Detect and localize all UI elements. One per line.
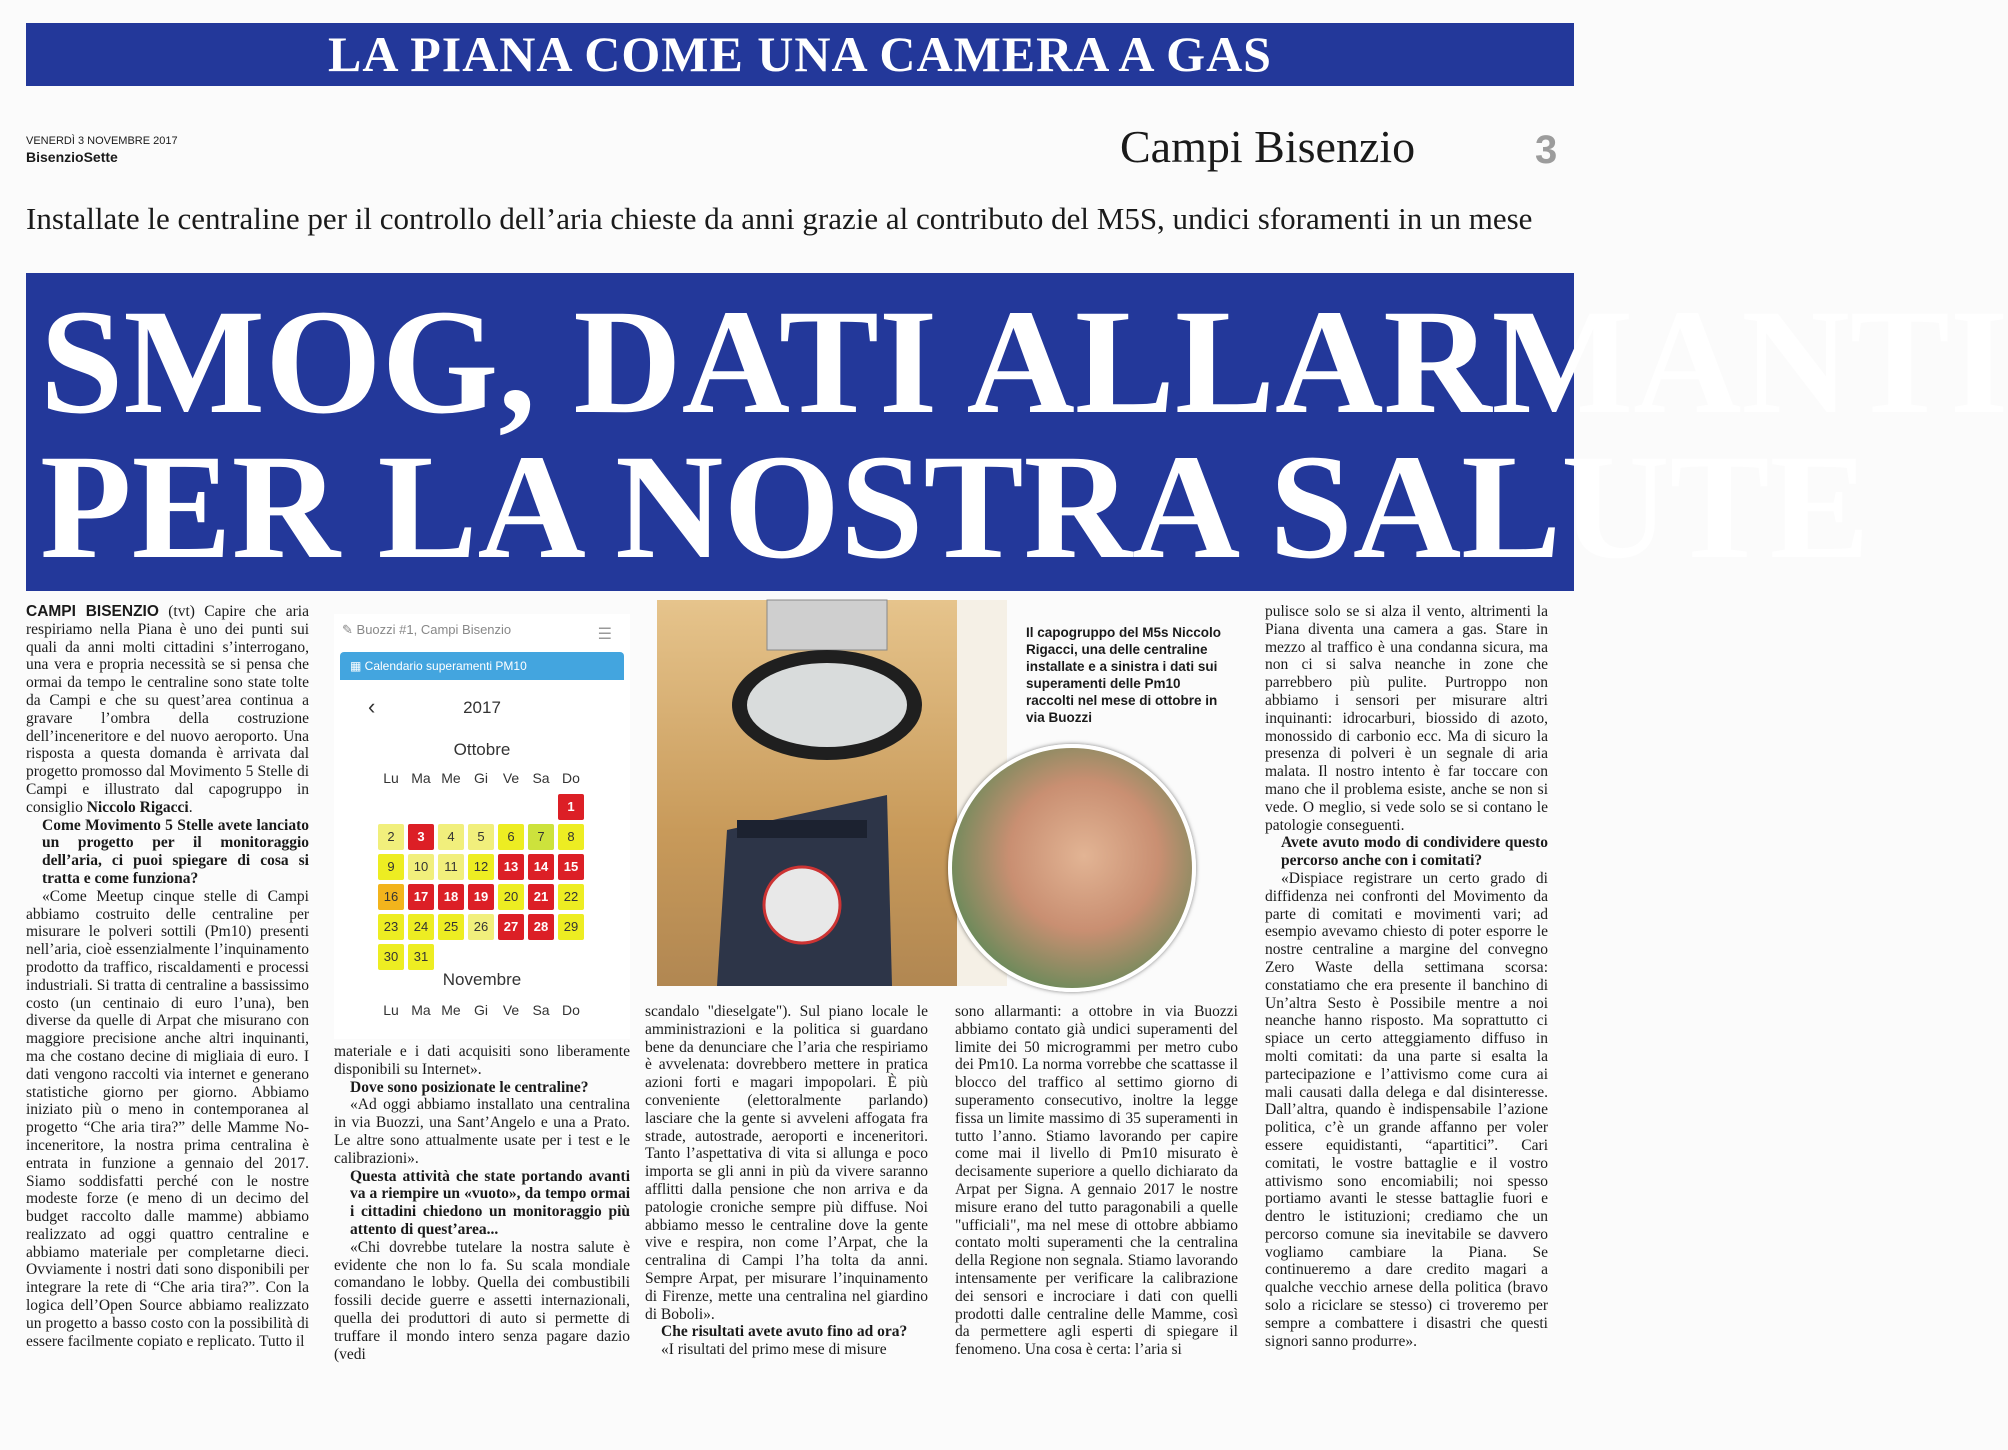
weekday-label: Ve	[502, 770, 520, 786]
calendar-empty-cell	[466, 792, 496, 822]
calendar-day[interactable]: 4	[438, 824, 464, 850]
weekday-label: Gi	[474, 770, 488, 786]
weekday-label: Ma	[411, 1002, 431, 1018]
weekday-label: Do	[562, 1002, 580, 1018]
paragraph: CAMPI BISENZIO (tvt) Capire che aria respiriamo nella Piana è uno dei punti sui quali da anni molti cittadini s’interrogano, una vera e propria necessità se si pensa che ormai da tempo le centraline sono state tolte da Campi e che su quest’area continua a gravare l’ombra della costruzione dell’inceneritore e del nuovo aeroporto. Una risposta a questa domanda è arrivata dal progetto promosso dal Movimento 5 Stelle di Campi e illustrato dal capogruppo in consiglio Niccolo Rigacci.	[26, 603, 309, 816]
calendar-day[interactable]: 19	[468, 884, 494, 910]
weekday-label: Gi	[474, 1002, 488, 1018]
weekday-row-october	[376, 770, 596, 786]
interview-answer: «Come Meetup cinque stelle di Campi abbiamo costruito delle centraline per misurare le polveri sottili (Pm10) presenti nell’aria, cioè essenzialmente l’inquinamento prodotto da traffico, riscaldamenti e processi industriali. Si tratta di centraline a bassissimo costo (un centinaio di euro l’una), ben diverse da quelle di Arpat che misurano con maggiore precisione anche altri inquinanti, ma che costano decine di migliaia di euro. I dati vengono raccolti via internet e generano statistiche giorno per giorno. Abbiamo iniziato più o meno in contemporanea al progetto “Che aria tira?” delle Mamme No-inceneritore, la nostra prima centralina è entrata in funzione a gennaio del 2017. Siamo soddisfatti perché con le nostre modeste forze (e meno di un decimo del budget raccolto dalle mamme) abbiamo realizzato ad oggi quattro centraline e abbiamo materiale per completarne dieci. Ovviamente i nostri dati sono disponibili per integrare la rete di “Che aria tira?”. Con la logica dell’Open Source abbiamo realizzato un progetto a basso costo con la possibilità di essere facilmente copiato e replicato. Tutto il	[26, 887, 309, 1350]
calendar-day[interactable]: 22	[558, 884, 584, 910]
calendar-empty-cell	[406, 792, 436, 822]
portrait-photo	[948, 744, 1196, 992]
subheadline: Installate le centraline per il controllo dell’aria chieste da anni grazie al contributo del M5S, undici sforamenti in un mese	[26, 201, 1533, 236]
calendar-header	[340, 652, 624, 680]
calendar-day[interactable]: 5	[468, 824, 494, 850]
paragraph: sono allarmanti: a ottobre in via Buozzi abbiamo contato già undici superamenti del limite dei 50 microgrammi per metro cubo dei Pm10. La norma vorrebbe che scattasse il blocco del traffico al settimo giorno di superamento consecutivo, inoltre la legge fissa un limite massimo di 35 superamenti in tutto l’anno. Stiamo lavorando per capire come mai il livello di Pm10 misurato è decisamente superiore a quello dichiarato da Arpat per Signa. A gennaio 2017 le nostre misure erano del tutto paragonabili a quelle "ufficiali", ma nel mese di ottobre abbiamo contato molti superamenti che la centralina della Regione non segnala. Stiamo lavorando intensamente per verificare la calibrazione dei sensori e incrociare i dati con quelli prodotti dalle centraline delle Mamme, così da permettere agli esperti di spiegare il fenomeno. Una cosa è certa: l’aria si	[955, 1003, 1238, 1359]
calendar-empty-cell	[526, 792, 556, 822]
hamburger-menu-icon[interactable]: ☰	[597, 626, 612, 643]
top-banner: LA PIANA COME UNA CAMERA A GAS	[26, 23, 1574, 86]
centralina-photo	[657, 600, 1007, 986]
calendar-day[interactable]: 14	[528, 854, 554, 880]
calendar-location-bar	[342, 622, 622, 643]
interview-question: Che risultati avete avuto fino ad ora?	[661, 1323, 908, 1341]
page-number: 3	[1535, 128, 1558, 172]
calendar-day[interactable]: 27	[498, 914, 524, 940]
weekday-label: Sa	[532, 1002, 550, 1018]
headline-line-1: SMOG, DATI ALLARMANTI	[40, 279, 2008, 445]
calendar-day[interactable]: 6	[498, 824, 524, 850]
calendar-day[interactable]: 23	[378, 914, 404, 940]
calendar-day[interactable]: 13	[498, 854, 524, 880]
interview-question: Questa attività che state portando avanti va a riempire un «vuoto», da tempo ormai i cittadini chiedono un monitoraggio più attento di quest’area...	[350, 1167, 630, 1238]
calendar-day[interactable]: 29	[558, 914, 584, 940]
article-column-3	[645, 1003, 928, 1423]
calendar-day[interactable]: 3	[408, 824, 434, 850]
calendar-day[interactable]: 8	[558, 824, 584, 850]
calendar-day[interactable]: 10	[408, 854, 434, 880]
calendar-day[interactable]: 28	[528, 914, 554, 940]
paragraph: materiale e i dati acquisiti sono liberamente disponibili su Internet».	[334, 1043, 630, 1078]
calendar-location: Buozzi #1, Campi Bisenzio	[356, 622, 512, 637]
calendar-month-october: Ottobre	[453, 740, 511, 759]
calendar-empty-cell	[496, 792, 526, 822]
calendar-day[interactable]: 31	[408, 944, 434, 970]
publication-name: BisenzioSette	[26, 149, 118, 165]
article-column-2	[334, 1043, 630, 1423]
calendar-day[interactable]: 9	[378, 854, 404, 880]
weekday-label: Me	[441, 770, 461, 786]
chevron-left-icon[interactable]: ‹	[368, 694, 376, 719]
calendar-day[interactable]: 15	[558, 854, 584, 880]
paragraph: pulisce solo se si alza il vento, altrimenti la Piana diventa una camera a gas. Stare in mezzo al traffico è una condanna sicura, ma non ci si salva neanche in zone che parrebbero più pulite. Purtroppo non abbiamo i sensori per misurare altri inquinanti: idrocarburi, biossido di azoto, monossido di carbonio ecc. Ma di sicuro la presenza di polveri è un segnale di aria malata. Il nostro intento è far toccare con mano che il problema esiste, anche se non si vede. O meglio, si vede solo se si contano le patologie conseguenti.	[1265, 603, 1548, 834]
calendar-empty-cell	[436, 792, 466, 822]
weekday-label: Lu	[383, 1002, 399, 1018]
pm10-calendar-screenshot	[334, 614, 630, 1039]
calendar-day[interactable]: 11	[438, 854, 464, 880]
weekday-label: Ve	[502, 1002, 520, 1018]
dateline: CAMPI BISENZIO	[26, 603, 159, 620]
person-name: Niccolo Rigacci	[86, 798, 189, 816]
calendar-days-grid	[376, 792, 596, 972]
calendar-day[interactable]: 30	[378, 944, 404, 970]
calendar-icon: ▦	[350, 659, 365, 673]
weekday-label: Lu	[383, 770, 399, 786]
weekday-row-november	[376, 1002, 596, 1018]
calendar-day[interactable]: 20	[498, 884, 524, 910]
interview-answer: «I risultati del primo mese di misure	[661, 1341, 887, 1359]
calendar-empty-cell	[376, 792, 406, 822]
interview-answer: «Dispiace registrare un certo grado di diffidenza nei confronti del Movimento da parte di comitati e movimenti vari; ad esempio avevamo chiesto di poter esporre le nostre centraline a margine del convegno Zero Waste della settimana scorsa: constatiamo che era presente il banchino di Un’altra Sesto è Possibile mentre a noi neanche hanno risposto. Ma soprattutto ci spiace un certo atteggiamento diffuso in molti comitati: da una parte si esalta la partecipazione e l’attivismo come cura ai mali causati dalla delega e dal disinteresse. Dall’altra, quando è indispensabile l’azione politica, c’è un grande affanno per voler essere equidistanti, “apartitici”. Cari comitati, le vostre battaglie e il vostro attivismo sono encomiabili; noi spesso portiamo avanti le stesse battaglie fuori e dentro le istituzioni; crediamo che un percorso comune sia inevitabile se davvero vogliamo cambiare la Piana. Se continueremo a dare credito magari a qualche vecchio arnese della politica (bravo solo a riciclare se stesso) ci troveremo per sempre a combattere i disastri che questi signori sanno produrre».	[1265, 869, 1548, 1350]
calendar-day[interactable]: 12	[468, 854, 494, 880]
interview-answer: «Ad oggi abbiamo installato una centralina in via Buozzi, una Sant’Angelo e una a Prato. Le altre sono attualmente usate per i test e le calibrazioni».	[334, 1096, 630, 1167]
headline-line-2: PER LA NOSTRA SALUTE	[40, 424, 1870, 590]
centralina-illustration	[657, 600, 1007, 986]
calendar-day[interactable]: 18	[438, 884, 464, 910]
calendar-day[interactable]: 17	[408, 884, 434, 910]
date-line: VENERDÌ 3 NOVEMBRE 2017	[26, 135, 178, 147]
calendar-day[interactable]: 24	[408, 914, 434, 940]
weekday-label: Do	[562, 770, 580, 786]
weekday-label: Sa	[532, 770, 550, 786]
article-column-1	[26, 603, 309, 1423]
weekday-label: Ma	[411, 770, 431, 786]
interview-question: Avete avuto modo di condividere questo percorso anche con i comitati?	[1281, 834, 1548, 870]
article-column-4	[955, 1003, 1238, 1423]
section-title: Campi Bisenzio	[1120, 121, 1416, 172]
calendar-year: 2017	[463, 698, 501, 717]
calendar-day[interactable]: 26	[468, 914, 494, 940]
article-column-5	[1265, 603, 1548, 1423]
calendar-day[interactable]: 16	[378, 884, 404, 910]
calendar-day[interactable]: 2	[378, 824, 404, 850]
location-icon: ✎	[342, 622, 353, 637]
interview-answer: «Chi dovrebbe tutelare la nostra salute è evidente che non lo fa. Su scala mondiale comandano le lobby. Quella dei combustibili fossili decide guerre e assetti internazionali, quella dei produttori di auto si permette di truffare il mondo intero senza pagare dazio (vedi	[334, 1238, 630, 1363]
calendar-day[interactable]: 1	[558, 794, 584, 820]
interview-question: Come Movimento 5 Stelle avete lanciato un progetto per il monitoraggio dell’aria, ci puoi spiegare di cosa si tratta e come funziona?	[42, 816, 309, 887]
calendar-month-november: Novembre	[442, 970, 522, 989]
photo-caption: Il capogruppo del M5s Niccolo Rigacci, una delle centraline installate e a sinistra i dati sui superamenti delle Pm10 raccolti nel mese di ottobre in via Buozzi	[1026, 625, 1222, 725]
weekday-label: Me	[441, 1002, 461, 1018]
calendar-day[interactable]: 25	[438, 914, 464, 940]
paragraph: scandalo "dieselgate"). Sul piano locale le amministrazioni e la politica si guardano bene da denunciare che l’aria che respiriamo è avvelenata: dovrebbero mettere in pratica azioni forti e magari impopolari. È più conveniente (elettoralmente parlando) lasciare che la gente si avveleni affogata fra strade, autostrade, aeroporti e inceneritori. Tanto l’aspettativa di vita si allunga e poco importa se gli anni in più da vivere saranno afflitti dalla pensione che non arriva e da patologie croniche sempre più diffuse. Noi abbiamo messo le centraline dove la gente vive e respira, non come l’Arpat, che la centralina di Campi l’ha tolta da anni. Sempre Arpat, per misurare l’inquinamento di Firenze, mette una centralina nel giardino di Boboli».	[645, 1003, 928, 1323]
calendar-header-label: Calendario superamenti PM10	[364, 659, 527, 673]
calendar-day[interactable]: 21	[528, 884, 554, 910]
calendar-day[interactable]: 7	[528, 824, 554, 850]
interview-question: Dove sono posizionate le centraline?	[350, 1078, 589, 1096]
